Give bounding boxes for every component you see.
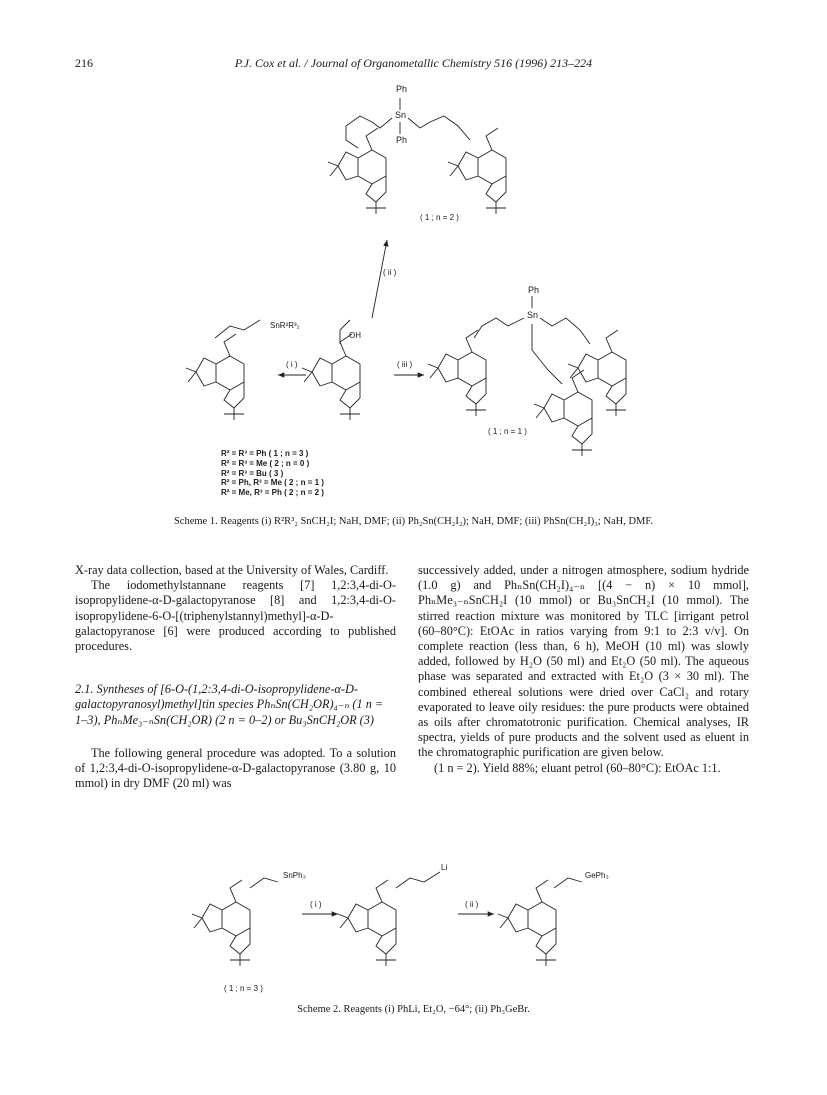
scheme2-compound-label: ( 1 ; n = 3 ) [224,984,263,993]
r-list-item: R² = R³ = Me ( 2 ; n = 0 ) [221,458,310,468]
top-ph2-label: Ph [396,135,408,145]
right-compound-structure [428,296,626,456]
paragraph: X-ray data collection, based at the University of Wales, Cardiff. [75,563,389,577]
scheme-2-caption: Scheme 2. Reagents (i) PhLi, Et₂O, −64°; (ii) Ph₃GeBr. [297,1004,530,1015]
left-column [75,563,396,791]
arrow-ii [372,240,387,318]
paragraph: The iodomethylstannane reagents [7] 1,2:3,4-di-O-isopropylidene-α-D-galactopyranose [8] and 1,2:3,4-di-O-isopropylidene-6-O-[(triphenylstannyl)methyl]-α-D-galactopyranose [6] were produced according to published procedures. [75,578,396,654]
scheme-2-structures [192,872,582,966]
sub-geph3-label: GePh₃ [585,871,609,880]
scheme2-arrow-i-label: ( i ) [310,900,322,909]
middle-oh-label: OH [349,331,361,340]
sub-li-label: Li [441,863,448,872]
top-compound-label: ( 1 ; n = 2 ) [420,213,459,222]
arrow-ii-label: ( ii ) [383,268,397,277]
left-substituent-label: SnR²R³₂ [270,321,300,330]
left-compound-structure [186,320,260,420]
right-column [418,563,749,776]
r-list-item: R² = R³ = Ph ( 1 ; n = 3 ) [221,449,309,458]
r-substituent-list [221,449,324,498]
paragraph: successively added, under a nitrogen atmosphere, sodium hydride (1.0 g) and PhₙSn(CH₂I)₄₋ₙ [(4 − n) × 10 mmol], PhₙMe₃₋ₙSnCH₂I (10 mmol) or Bu₃SnCH₂I (10 mmol). The stirred reaction mixture was monitored by TLC [irrigant petrol (60–80°C): EtOAc in ratios varying from 9:1 to 2:3 v/v]. On complete reaction (less than, 6 h), MeOH (10 ml) was slowly added, followed by H₂O (50 ml) and Et₂O (50 ml). The aqueous phase was separated and extracted with Et₂O (3 × 30 ml). The combined ethereal solutions were dried over CaCl₂ and rotary evaporated to leave oily residues: the pure products were obtained as oils after chromatotronic purification. Chemical analyses, IR spectra, yields of pure products and the solvent used as eluent in the chromatographic purification are given below. [418,563,749,760]
top-ph-label: Ph [396,84,408,94]
right-compound-label: ( 1 ; n = 1 ) [488,427,527,436]
paragraph: (1 n = 2). Yield 88%; eluant petrol (60–80°C): EtOAc 1:1. [434,760,721,775]
arrow-iii-label: ( iii ) [397,360,413,369]
arrow-i-label: ( i ) [286,360,298,369]
r-list-item: R² = Ph, R³ = Me ( 2 ; n = 1 ) [221,478,324,488]
r-list-item: R² = R³ = Bu ( 3 ) [221,468,284,478]
top-compound-structure [328,98,506,214]
r-list-item: R² = Me, R³ = Ph ( 2 ; n = 2 ) [221,488,324,498]
right-sn-label: Sn [527,310,539,320]
section-heading: 2.1. Syntheses of [6-O-(1,2:3,4-di-O-isopropylidene-α-D-galactopyranosyl)methyl]tin species PhₙSn(CH₂OR)₄₋ₙ (1 n = 1–3), PhₙMe₃₋ₙSn(CH₂OR) (2 n = 0–2) or Bu₃SnCH₂OR (3) [75,682,384,727]
right-ph-label: Ph [528,285,540,295]
top-sn-label: Sn [395,110,407,120]
running-title: P.J. Cox et al. / Journal of Organometallic Chemistry 516 (1996) 213–224 [234,56,593,70]
paragraph: The following general procedure was adopted. To a solution of 1,2:3,4-di-O-isopropylidene-α-D-galactopyranose (3.80 g, 10 mmol) in dry DMF (20 ml) was [75,745,396,791]
page-number: 216 [75,56,93,70]
scheme-1-caption: Scheme 1. Reagents (i) R²R³₂ SnCH₂I; NaH, DMF; (ii) Ph₂Sn(CH₂I₂); NaH, DMF; (iii) PhSn(CH₂I)₃; NaH, DMF. [173,516,654,527]
scheme2-arrow-ii-label: ( ii ) [465,900,479,909]
sub-snph3-label: SnPh₃ [283,871,306,880]
